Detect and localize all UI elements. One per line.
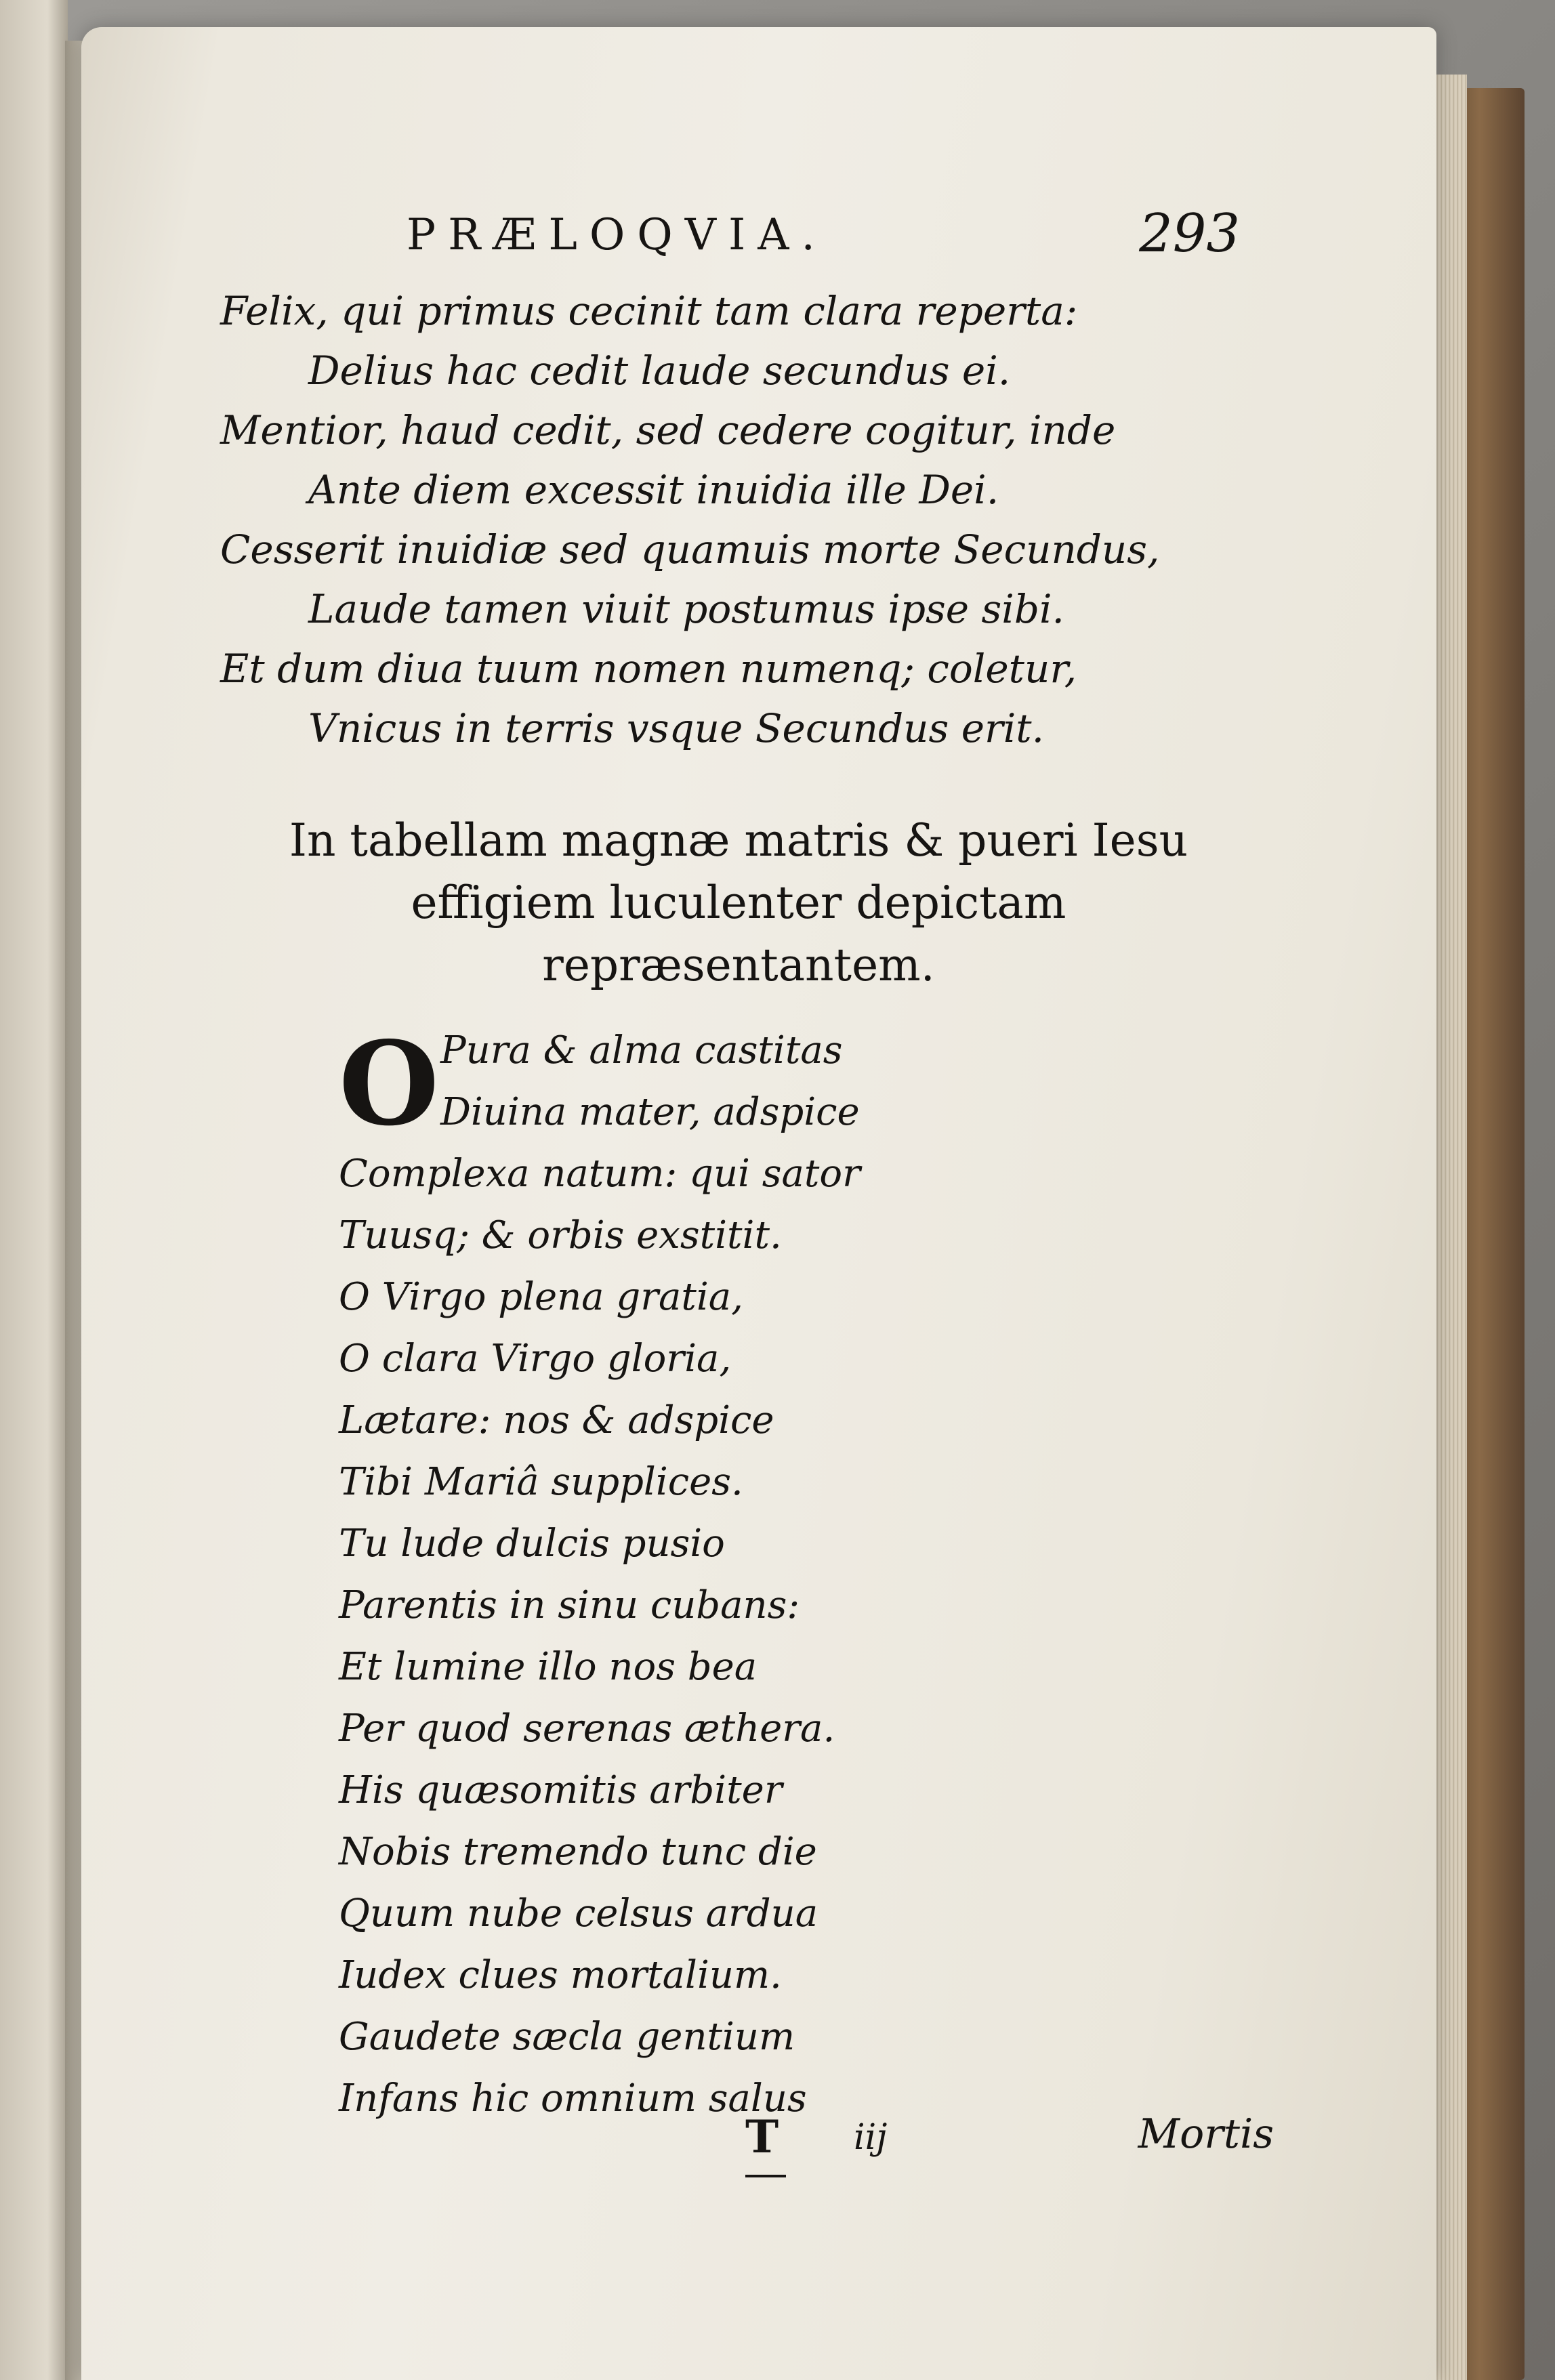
hymn-line: His quæsomitis arbiter [339,1768,783,1812]
hymn-text [339,1016,949,2129]
drop-cap: O [339,1016,440,1152]
signature-numeral: iij [854,2117,888,2158]
poem-line: Laude tamen viuit postumus ipse sibi. [308,586,1064,632]
running-title: PRÆLOQVIA. [407,210,827,260]
catchword: Mortis [1138,2110,1274,2158]
signature-mark: T [745,2110,779,2163]
section-heading [264,810,1213,997]
hymn-line: Pura & alma castitas [440,1028,843,1072]
hymn-line: Tu lude dulcis pusio [339,1522,725,1566]
poem-line: Mentior, haud cedit, sed cedere cogitur, inde [220,407,1116,453]
poem-line: Et dum diua tuum nomen numenq; coletur, [220,646,1077,692]
hymn-line: Nobis tremendo tunc die [339,1830,817,1874]
poem-line: Vnicus in terris vsque Secundus erit. [308,705,1045,751]
hymn-line: O Virgo plena gratia, [339,1275,743,1319]
hymn-line: Gaudete sæcla gentium [339,2015,795,2059]
hymn-line: Per quod serenas æthera. [339,1707,835,1751]
hymn-line: Iudex clues mortalium. [339,1953,782,1997]
hymn-line: O clara Virgo gloria, [339,1337,732,1381]
epigram-poem [220,281,1203,758]
poem-line: Ante diem excessit inuidia ille Dei. [308,467,999,513]
signature-underline [745,2175,786,2177]
hymn-line: Parentis in sinu cubans: [339,1583,800,1627]
hymn-line: Quum nube celsus ardua [339,1892,818,1936]
hymn-line: Complexa natum: qui sator [339,1152,861,1196]
heading-line: effigiem luculenter depictam [411,877,1066,929]
hymn-line: Tibi Mariâ supplices. [339,1460,743,1504]
page-header [325,203,1240,285]
hymn-line: Infans hic omnium salus [339,2076,807,2121]
heading-line: In tabellam magnæ matris & pueri Iesu [289,814,1188,867]
facing-page-edge [0,0,68,2380]
page-number: 293 [1139,203,1240,264]
hymn-line: Et lumine illo nos bea [339,1645,758,1689]
poem-line: Felix, qui primus cecinit tam clara reperta: [220,288,1078,334]
poem-line: Delius hac cedit laude secundus ei. [308,348,1011,394]
heading-line: repræsentantem. [542,939,935,991]
page-footer [745,2110,1274,2178]
hymn-line: Diuina mater, adspice [440,1090,860,1134]
poem-line: Cesserit inuidiæ sed quamuis morte Secundus, [220,526,1160,572]
hymn-line: Lætare: nos & adspice [339,1398,774,1442]
hymn-line: Tuusq; & orbis exstitit. [339,1213,782,1257]
